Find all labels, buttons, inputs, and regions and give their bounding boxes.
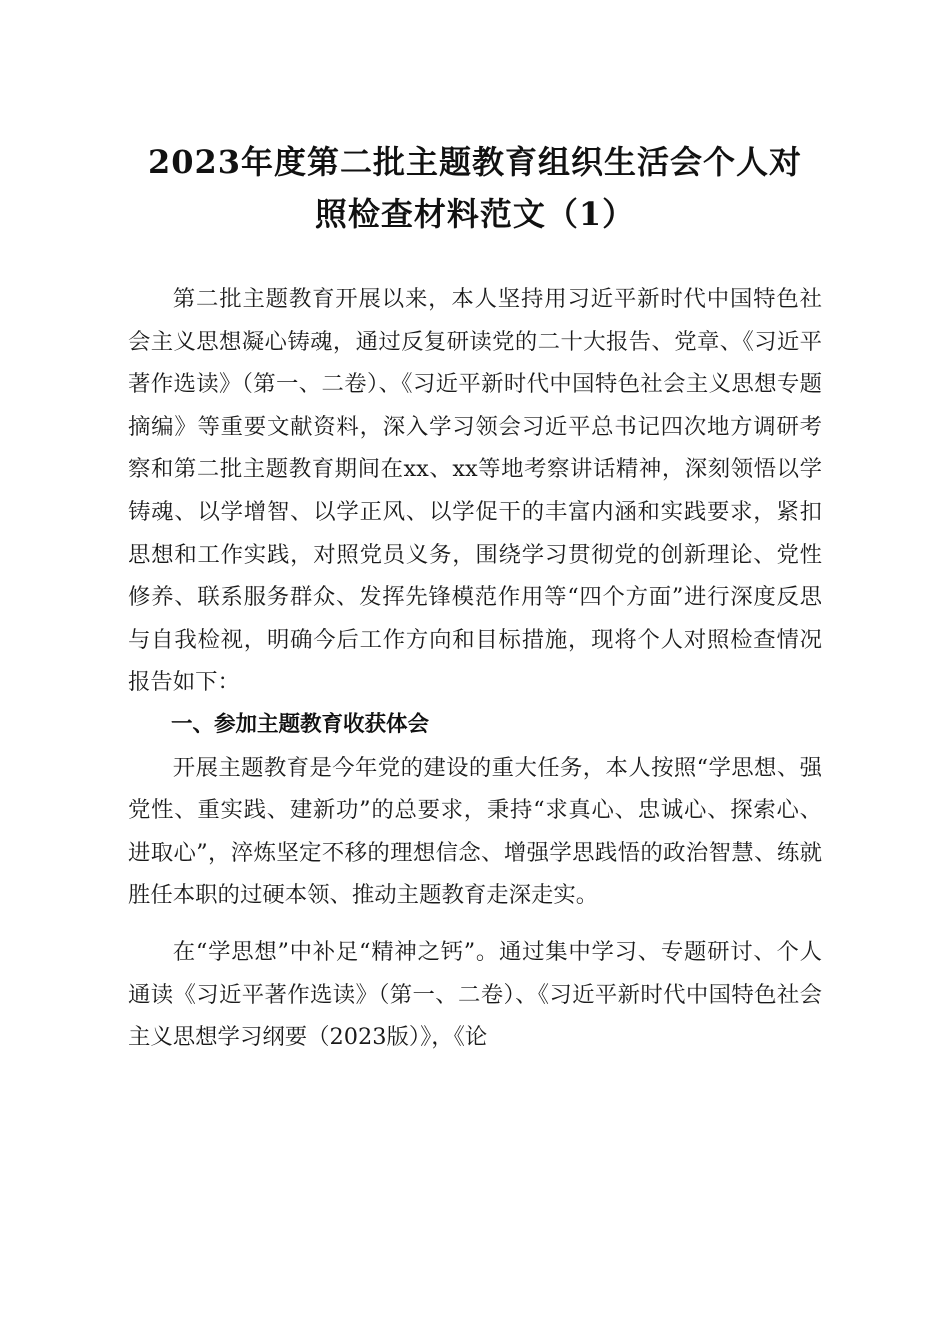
document-title	[100, 136, 850, 240]
document-title-line-2: 照检查材料范文（1）	[314, 195, 636, 233]
document-body	[128, 278, 822, 1059]
intro-paragraph: 第二批主题教育开展以来，本人坚持用习近平新时代中国特色社会主义思想凝心铸魂，通过反复研读党的二十大报告、党章、《习近平著作选读》（第一、二卷）、《习近平新时代中国特色社会主义思想专题摘编》等重要文献资料，深入学习领会习近平总书记四次地方调研考察和第二批主题教育期间在xx、xx等地考察讲话精神，深刻领悟以学铸魂、以学增智、以学正风、以学促干的丰富内涵和实践要求，紧扣思想和工作实践，对照党员义务，围绕学习贯彻党的创新理论、党性修养、联系服务群众、发挥先锋模范作用等“四个方面”进行深度反思与自我检视，明确今后工作方向和目标措施，现将个人对照检查情况报告如下：	[128, 286, 822, 696]
document-title-line-1: 2023年度第二批主题教育组织生活会个人对	[147, 143, 803, 181]
section-1-paragraph-2: 在“学思想”中补足“精神之钙”。通过集中学习、专题研讨、个人通读《习近平著作选读》（第一、二卷）、《习近平新时代中国特色社会主义思想学习纲要（2023版）》，《论	[128, 938, 822, 1051]
section-1-paragraph-1: 开展主题教育是今年党的建设的重大任务，本人按照“学思想、强党性、重实践、建新功”的总要求，秉持“求真心、忠诚心、探索心、进取心”，淬炼坚定不移的理想信念、增强学思践悟的政治智慧、练就胜任本职的过硬本领、推动主题教育走深走实。	[128, 754, 822, 909]
section-heading-1: 一、参加主题教育收获体会	[171, 711, 430, 737]
